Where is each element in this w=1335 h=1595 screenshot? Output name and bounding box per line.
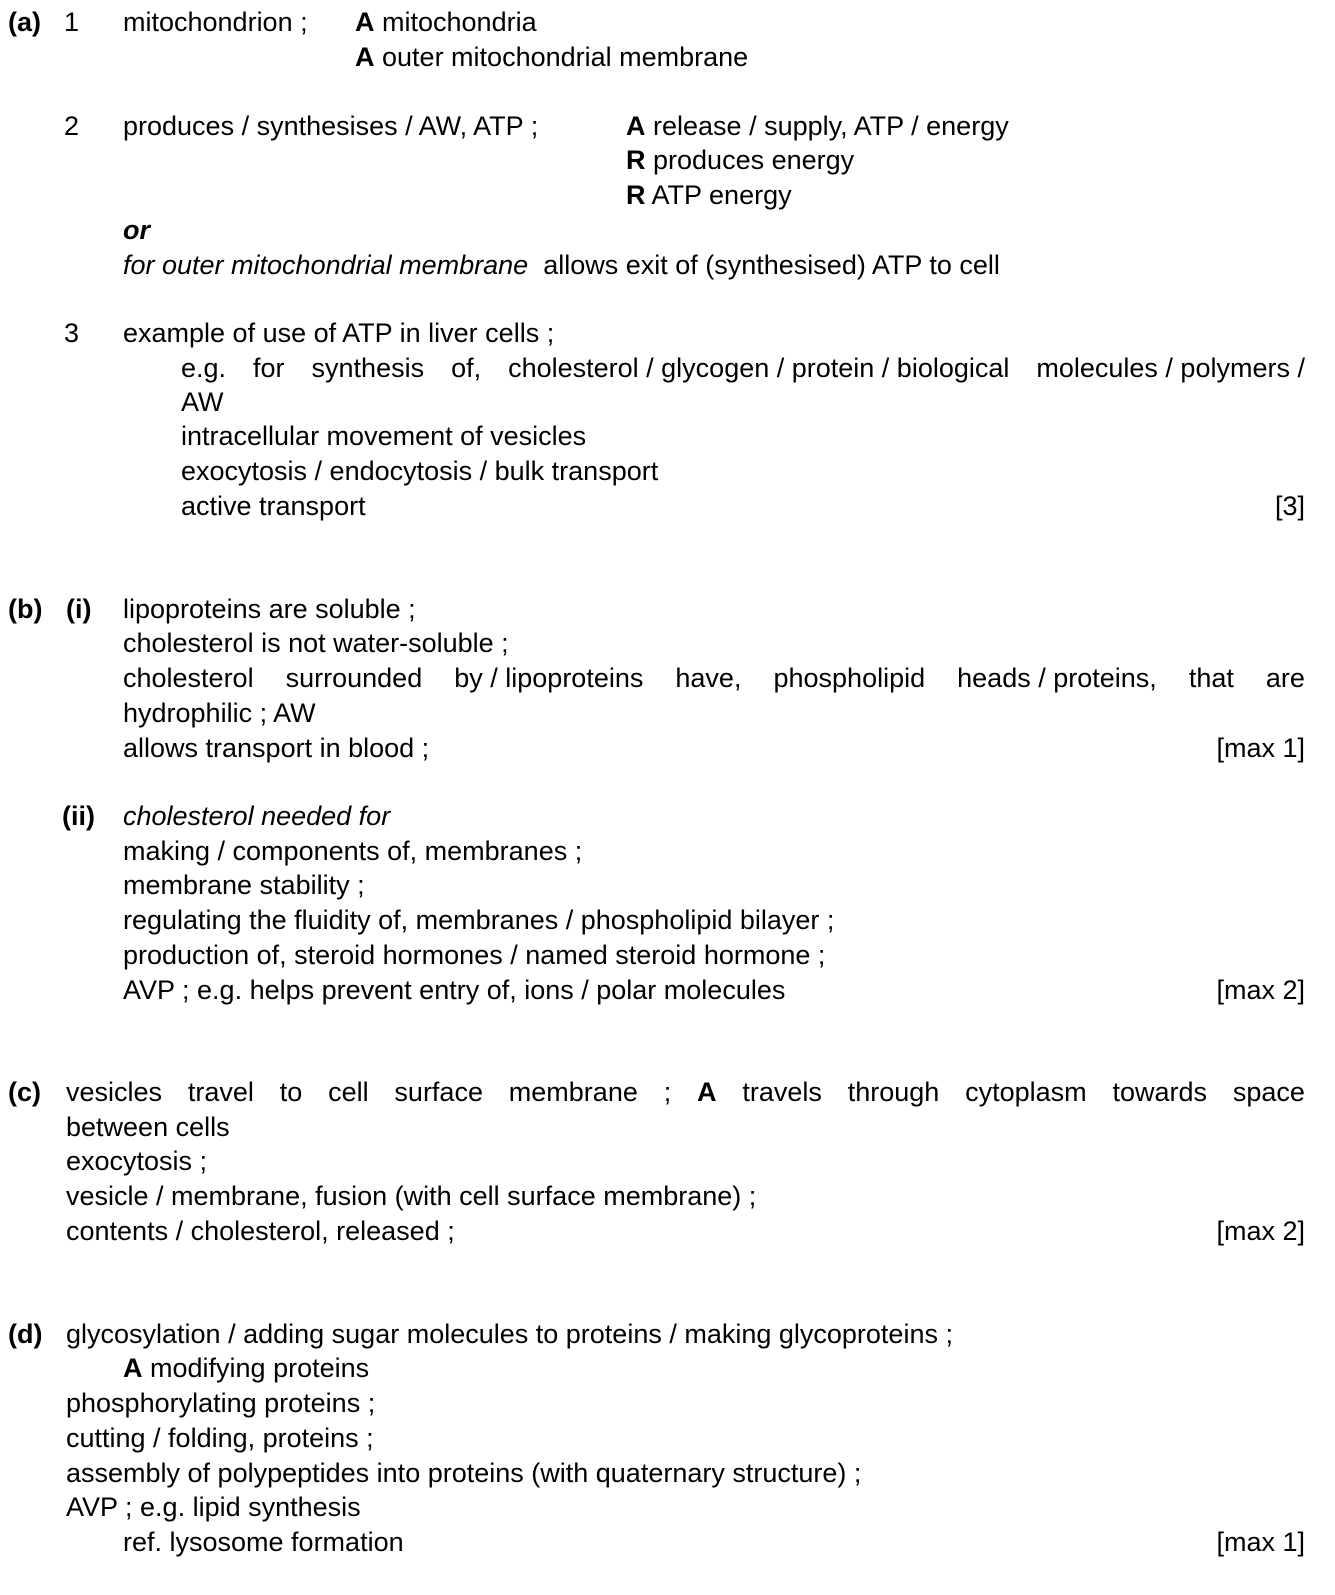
word: heads / proteins, [957,663,1157,693]
point-a3-line2: intracellular movement of vesicles [181,421,587,451]
word: cholesterol / glycogen / protein / biological [508,353,1010,383]
note-text: produces energy [653,145,855,175]
point-a1-number: 1 [64,7,80,37]
part-d-line5: AVP ; e.g. lipid synthesis [66,1492,361,1522]
part-c-line1 [66,1076,1305,1109]
point-a1-alt2 [355,41,748,74]
note-text: ATP energy [651,180,792,210]
word: cell [328,1077,369,1107]
part-a-mark: [3] [1274,491,1305,521]
part-b-i-line3 [123,662,1305,695]
or-label: or [123,215,150,245]
note-text: release / supply, ATP / energy [653,111,1009,141]
point-a2-number: 2 [64,111,80,141]
word: by / lipoproteins [454,663,644,693]
word: phospholipid [773,663,926,693]
part-c-line3: vesicle / membrane, fusion (with cell surface membrane) ; [66,1181,757,1211]
part-b-ii-intro: cholesterol needed for [123,801,391,831]
accept-flag: A [123,1353,143,1383]
accept-text: outer mitochondrial membrane [382,42,749,72]
point-a3-line4: active transport [181,491,366,521]
point-a2-or-line [123,249,1000,282]
point-a3-text: example of use of ATP in liver cells ; [123,318,555,348]
word: are [1265,663,1305,693]
part-d-line4: assembly of polypeptides into proteins (with quaternary structure) ; [66,1458,862,1488]
point-a3-example-line [181,352,1305,385]
point-a2-note2 [626,144,854,177]
word: molecules / polymers / [1036,353,1305,383]
part-b-ii-line2: membrane stability ; [123,870,365,900]
reject-flag: R [626,145,646,175]
part-c-line2: exocytosis ; [66,1146,208,1176]
word: of, [451,353,482,383]
word: vesicles [66,1077,163,1107]
word: surrounded [285,663,423,693]
word: cytoplasm [965,1077,1087,1107]
part-b-i-line3-cont: hydrophilic ; AW [123,698,316,728]
point-a2-note3 [626,179,792,212]
word: travel [187,1077,254,1107]
part-d-line1-accept [123,1352,369,1385]
word: ; [663,1077,672,1107]
word: that [1188,663,1234,693]
accept-text: mitochondria [382,7,537,37]
part-c-mark: [max 2] [1216,1216,1305,1246]
or-italic-text: for outer mitochondrial membrane [123,250,529,280]
part-d-label: (d) [8,1319,43,1349]
part-b-i-line2: cholesterol is not water-soluble ; [123,628,509,658]
accept-flag: A [626,111,646,141]
part-b-ii-line1: making / components of, membranes ; [123,836,583,866]
part-d-line3: cutting / folding, proteins ; [66,1423,374,1453]
word: through [847,1077,940,1107]
part-c-line1-cont: between cells [66,1112,230,1142]
part-b-i-label: (i) [66,594,92,624]
part-d-line6: ref. lysosome formation [123,1527,404,1557]
word: membrane [508,1077,638,1107]
part-d-mark: [max 1] [1216,1527,1305,1557]
part-b-label: (b) [8,594,43,624]
accept-flag: A [697,1077,717,1107]
word: have, [675,663,742,693]
or-text: allows exit of (synthesised) ATP to cell [543,250,1000,280]
point-a3-line3: exocytosis / endocytosis / bulk transport [181,456,659,486]
part-b-ii-line3: regulating the fluidity of, membranes / phospholipid bilayer ; [123,905,835,935]
word: towards [1112,1077,1208,1107]
part-c-line4: contents / cholesterol, released ; [66,1216,455,1246]
accept-flag: A [355,42,375,72]
part-d-line1: glycosylation / adding sugar molecules to proteins / making glycoproteins ; [66,1319,953,1349]
word: e.g. [181,353,227,383]
word: surface [394,1077,483,1107]
word: space [1232,1077,1305,1107]
point-a1-text: mitochondrion ; [123,7,308,37]
word: cholesterol [123,663,254,693]
word: to [279,1077,303,1107]
point-a2-note1 [626,110,1009,143]
point-a3-number: 3 [64,318,80,348]
part-d-line2: phosphorylating proteins ; [66,1388,376,1418]
accept-text: modifying proteins [150,1353,370,1383]
part-b-ii-mark: [max 2] [1216,975,1305,1005]
point-a2-text: produces / synthesises / AW, ATP ; [123,111,539,141]
part-b-ii-label: (ii) [62,801,95,831]
word: synthesis [311,353,425,383]
part-a-label: (a) [8,7,41,37]
part-b-i-line1: lipoproteins are soluble ; [123,594,416,624]
part-b-ii-line5: AVP ; e.g. helps prevent entry of, ions / polar molecules [123,975,786,1005]
accept-flag: A [355,7,375,37]
part-b-i-line4: allows transport in blood ; [123,733,430,763]
part-b-ii-line4: production of, steroid hormones / named steroid hormone ; [123,940,826,970]
point-a3-example-cont: AW [181,387,224,417]
point-a1-alt1 [355,6,537,39]
part-c-label: (c) [8,1077,41,1107]
part-b-i-mark: [max 1] [1216,733,1305,763]
word: travels [742,1077,822,1107]
reject-flag: R [626,180,646,210]
word: for [253,353,285,383]
